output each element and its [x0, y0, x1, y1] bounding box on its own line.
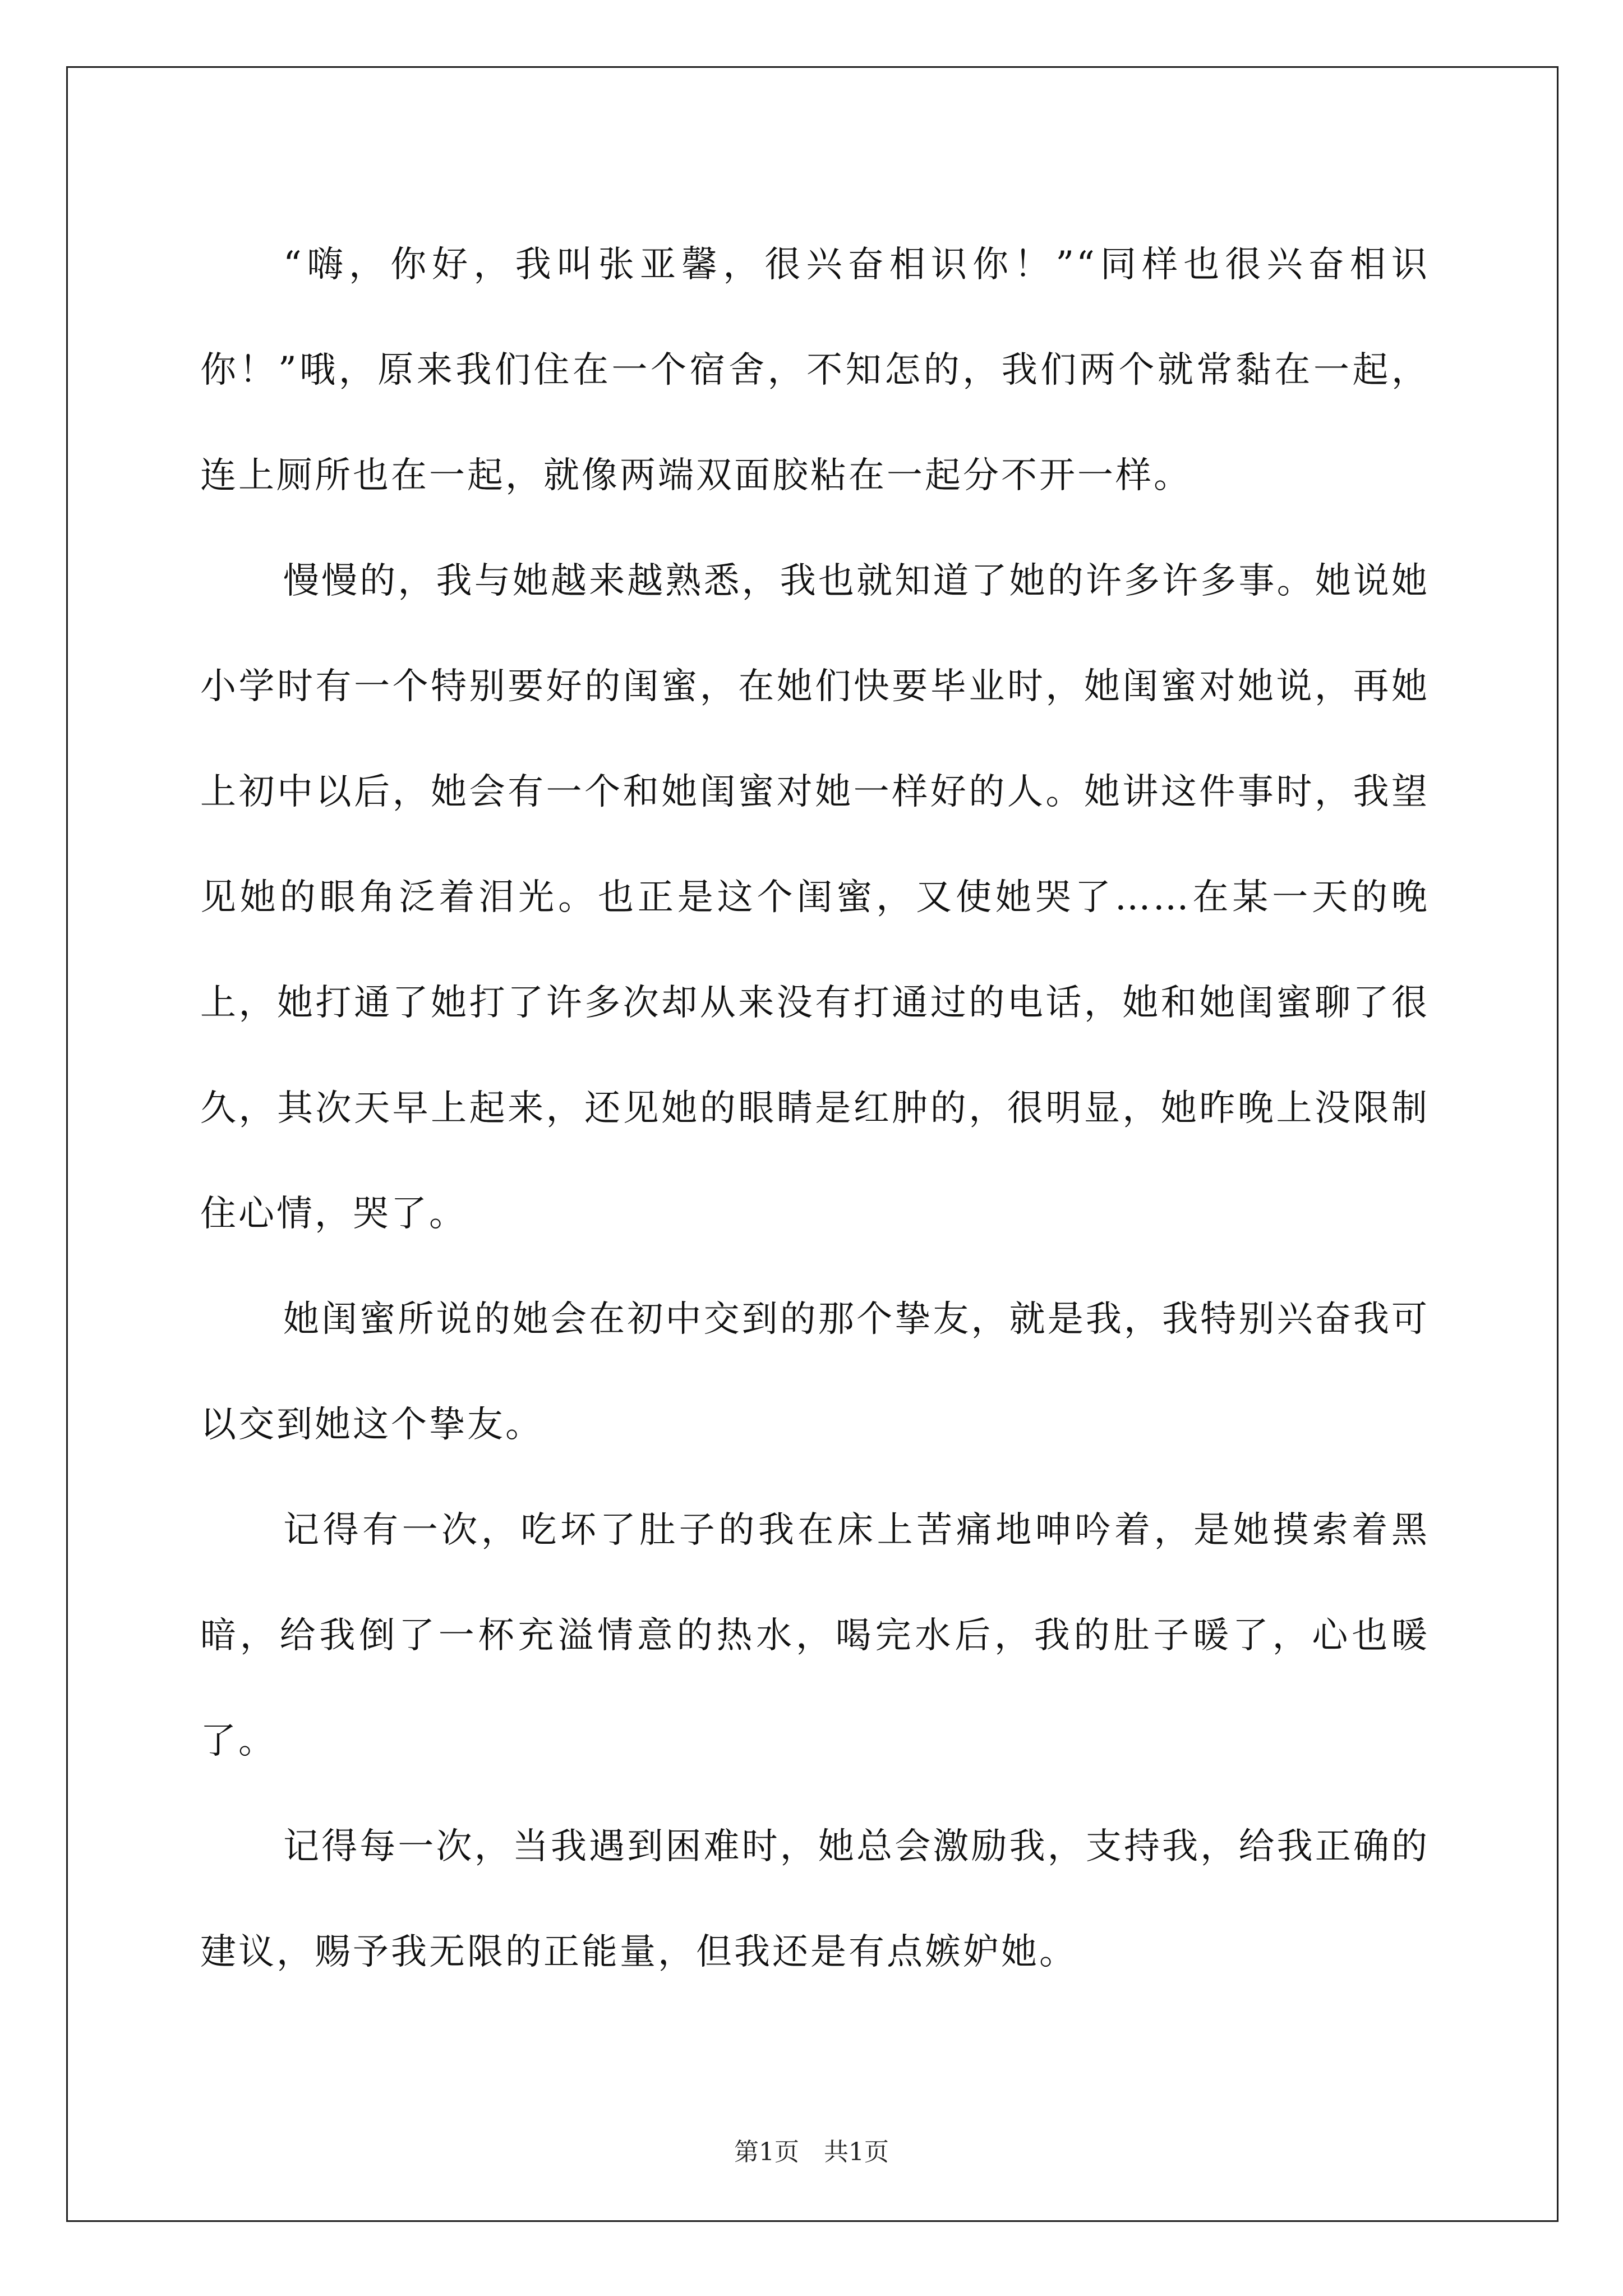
paragraph: 记得有一次，吃坏了肚子的我在床上苦痛地呻吟着，是她摸索着黑暗，给我倒了一杯充溢情意的热水，喝完水后，我的肚子暖了，心也暖了。 [200, 1510, 1430, 1762]
paragraph: 慢慢的，我与她越来越熟悉，我也就知道了她的许多许多事。她说她小学时有一个特别要好的闺蜜，在她们快要毕业时，她闺蜜对她说，再她上初中以后，她会有一个和她闺蜜对她一样好的人。她讲这件事时，我望见她的眼角泛着泪光。也正是这个闺蜜，又使她哭了……在某一天的晚上，她打通了她打了许多次却从来没有打通过的电话，她和她闺蜜聊了很久，其次天早上起来，还见她的眼睛是红肿的，很明显，她昨晚上没限制住心情，哭了。 [200, 560, 1430, 1235]
paragraph: 她闺蜜所说的她会在初中交到的那个挚友，就是我，我特别兴奋我可以交到她这个挚友。 [200, 1299, 1430, 1446]
page-footer: 第1页 共1页 [734, 2138, 889, 2166]
paragraph: “嗨，你好，我叫张亚馨，很兴奋相识你！”“同样也很兴奋相识你！”哦，原来我们住在一个宿舍，不知怎的，我们两个就常黏在一起，连上厕所也在一起，就像两端双面胶粘在一起分不开一样。 [200, 244, 1430, 496]
document-body [200, 212, 1430, 2005]
paragraph: 记得每一次，当我遇到困难时，她总会激励我，支持我，给我正确的建议，赐予我无限的正能量，但我还是有点嫉妒她。 [200, 1826, 1430, 1973]
